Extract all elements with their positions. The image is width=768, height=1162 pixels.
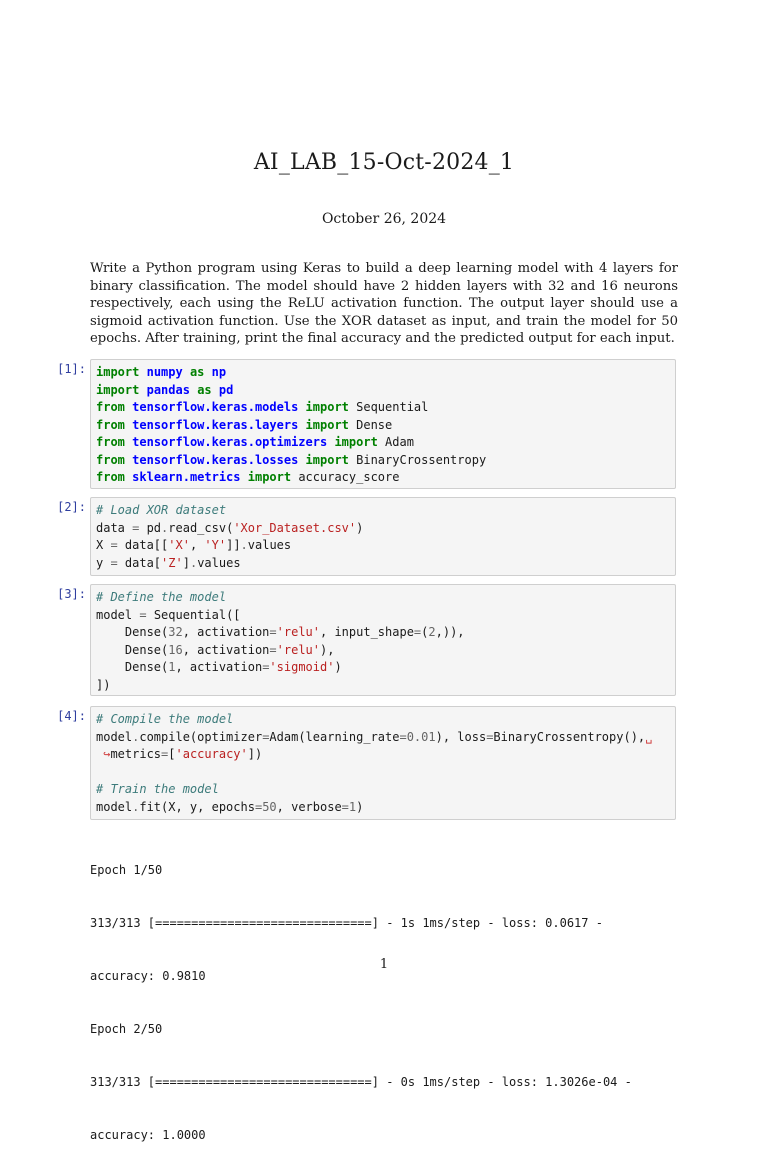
code-token <box>139 383 146 397</box>
code-lines <box>96 502 670 572</box>
code-line <box>96 469 670 487</box>
document-date: October 26, 2024 <box>321 211 447 227</box>
code-token: # Define the model <box>96 590 227 604</box>
code-line <box>96 711 670 729</box>
output-line: accuracy: 0.9810 <box>90 968 206 983</box>
code-token: , verbose <box>276 799 342 814</box>
code-token: Dense( <box>96 625 169 639</box>
code-token: accuracy_score <box>291 470 400 484</box>
code-token: Adam <box>377 435 414 449</box>
code-token: tensorflow.keras.optimizers <box>132 435 328 449</box>
code-token: 'Xor_Dataset.csv' <box>233 520 357 535</box>
code-token: 'accuracy' <box>175 747 248 761</box>
code-token: 0.01 <box>406 729 436 744</box>
code-lines <box>96 589 670 694</box>
code-token: import <box>96 365 140 379</box>
code-token: # Train the model <box>96 782 219 796</box>
code-token: . <box>240 538 248 552</box>
code-token: = <box>110 555 118 570</box>
code-token: import <box>96 382 140 397</box>
code-token: model <box>96 607 140 622</box>
code-line <box>96 434 670 452</box>
code-token <box>139 365 146 379</box>
code-token: ,)), <box>435 625 465 639</box>
code-line <box>96 417 670 435</box>
code-token: sklearn.metrics <box>132 470 241 484</box>
code-line <box>96 729 670 747</box>
code-token: X <box>96 538 111 552</box>
code-token: from <box>96 417 125 432</box>
code-token: 50 <box>262 799 277 814</box>
code-token: # Compile the model <box>96 712 234 726</box>
code-token: = <box>262 660 270 674</box>
code-token: fit(X, y, epochs <box>139 799 255 814</box>
code-input[interactable] <box>90 584 676 696</box>
code-token: ]) <box>247 747 263 761</box>
code-token: = <box>110 538 118 552</box>
code-token: model <box>96 799 133 814</box>
code-line <box>96 659 670 677</box>
document-title: AI_LAB_15-Oct-2024_1 <box>253 150 515 175</box>
code-token: tensorflow.keras.layers <box>132 417 299 432</box>
code-token: , activation <box>175 660 263 674</box>
code-token: 2 <box>428 625 436 639</box>
cell-prompt: [4]: <box>57 709 86 723</box>
code-token: metrics <box>110 747 162 761</box>
code-token: = <box>254 799 263 814</box>
code-line <box>96 781 670 799</box>
code-token: = <box>486 729 494 744</box>
code-token: . <box>132 799 140 814</box>
code-input[interactable] <box>90 706 676 820</box>
cell-output <box>90 826 632 1162</box>
code-token: ]) <box>96 677 111 692</box>
code-token: ↪ <box>96 747 111 761</box>
code-token: ) <box>356 799 364 814</box>
code-token: values <box>197 555 241 570</box>
code-token: , input_shape <box>320 625 414 639</box>
problem-description: Write a Python program using Keras to build a deep learning model with 4 layers for binary classification. The model should have 2 hidden layers with 32 and 16 neurons respectively, each using the ReLU activation function. The output layer should use a sigmoid activation function. Use the XOR dataset as input, and train the model for 50 epochs. After training, print the final accuracy and the predicted output for each input. <box>90 261 678 347</box>
code-token: data[[ <box>117 538 169 552</box>
code-token <box>298 400 305 414</box>
code-token: . <box>161 520 169 535</box>
code-token: tensorflow.keras.losses <box>132 452 299 467</box>
cell-prompt: [1]: <box>57 362 86 376</box>
code-token: = <box>269 642 277 657</box>
code-token: ) <box>356 520 364 535</box>
code-token: import <box>305 400 349 414</box>
output-line: Epoch 2/50 <box>90 1021 163 1036</box>
code-token: = <box>341 799 349 814</box>
output-line: 313/313 [==============================] - 0s 1ms/step - loss: 1.3026e-04 - <box>90 1074 632 1089</box>
code-token <box>298 453 305 467</box>
code-token: Dense <box>348 417 393 432</box>
code-token: data <box>96 520 133 535</box>
code-line <box>96 589 670 607</box>
output-line: accuracy: 1.0000 <box>90 1128 206 1143</box>
code-token: = <box>269 625 277 639</box>
code-token: tensorflow.keras.models <box>132 400 299 414</box>
code-token: ␣ <box>645 729 653 744</box>
code-token: compile(optimizer <box>139 729 263 744</box>
code-token: 1 <box>168 660 176 674</box>
code-token: data[ <box>117 555 162 570</box>
code-token: ) <box>334 660 342 674</box>
code-line <box>96 555 670 573</box>
code-token: = <box>139 607 147 622</box>
code-line <box>96 364 670 382</box>
cell-prompt: [3]: <box>57 587 86 601</box>
code-lines <box>96 364 670 487</box>
code-token: # Load XOR dataset <box>96 503 227 517</box>
code-line <box>96 624 670 642</box>
code-token <box>241 470 248 484</box>
code-token: from <box>96 435 125 449</box>
code-line <box>96 537 670 555</box>
code-token: 'Z' <box>161 555 183 570</box>
code-line <box>96 502 670 520</box>
code-token: BinaryCrossentropy(), <box>493 729 646 744</box>
code-line <box>96 520 670 538</box>
code-line <box>96 452 670 470</box>
output-line: 313/313 [==============================] - 1s 1ms/step - loss: 0.0617 - <box>90 915 603 930</box>
code-token: [ <box>168 747 176 761</box>
code-token: = <box>399 729 407 744</box>
code-token: , activation <box>182 625 270 639</box>
code-token: = <box>262 729 270 744</box>
code-token: . <box>132 729 140 744</box>
code-line <box>96 607 670 625</box>
code-token: = <box>161 747 169 761</box>
code-token: pd <box>139 520 162 535</box>
code-token: import <box>305 452 349 467</box>
code-input[interactable] <box>90 497 676 576</box>
code-token <box>212 383 219 397</box>
code-token: ), <box>320 642 335 657</box>
code-token: as <box>189 365 205 379</box>
code-token: pd <box>218 382 234 397</box>
code-token: = <box>413 625 422 639</box>
page-number: 1 <box>379 957 389 972</box>
code-token: , activation <box>182 642 270 657</box>
code-token: 1 <box>348 799 357 814</box>
code-token <box>204 365 211 379</box>
code-line <box>96 642 670 660</box>
code-token: np <box>211 365 227 379</box>
code-token: values <box>247 538 292 552</box>
code-token: ), loss <box>435 729 487 744</box>
code-token <box>183 365 190 379</box>
code-token: from <box>96 400 125 414</box>
code-token: numpy <box>146 365 183 379</box>
code-token <box>298 418 305 432</box>
code-token: pandas <box>146 382 190 397</box>
code-token: ] <box>182 555 190 570</box>
code-token: Sequential <box>348 400 429 414</box>
code-lines <box>96 711 670 816</box>
code-token: 'X' <box>168 538 190 552</box>
code-line <box>96 399 670 417</box>
code-token: as <box>197 382 212 397</box>
code-token: Dense( <box>96 660 169 674</box>
code-token: import <box>305 417 349 432</box>
code-token: 16 <box>168 642 183 657</box>
code-token: = <box>132 520 140 535</box>
code-token: import <box>334 435 378 449</box>
code-token: Adam(learning_rate <box>269 729 400 744</box>
code-line <box>96 746 670 764</box>
code-token: 32 <box>168 625 183 639</box>
code-token: from <box>96 452 125 467</box>
code-token: Sequential([ <box>146 607 241 622</box>
code-token: from <box>96 470 125 484</box>
code-token: , <box>189 538 205 552</box>
code-token: ]] <box>226 538 241 552</box>
code-input[interactable] <box>90 359 676 489</box>
code-token: 'sigmoid' <box>269 660 335 674</box>
code-line <box>96 382 670 400</box>
code-token: y <box>96 555 111 570</box>
code-token: ( <box>421 625 429 639</box>
code-token: BinaryCrossentropy <box>348 452 487 467</box>
code-token: 'relu' <box>276 642 320 657</box>
code-token: import <box>247 470 292 484</box>
code-token: 'Y' <box>204 538 227 552</box>
code-line <box>96 799 670 817</box>
code-token: Dense( <box>96 642 169 657</box>
code-line <box>96 677 670 695</box>
output-line: Epoch 1/50 <box>90 862 163 877</box>
code-token: read_csv( <box>168 520 234 535</box>
code-token: 'relu' <box>276 625 320 639</box>
code-token: model <box>96 729 133 744</box>
code-line <box>96 764 670 782</box>
code-token: . <box>189 555 198 570</box>
cell-prompt: [2]: <box>57 500 86 514</box>
